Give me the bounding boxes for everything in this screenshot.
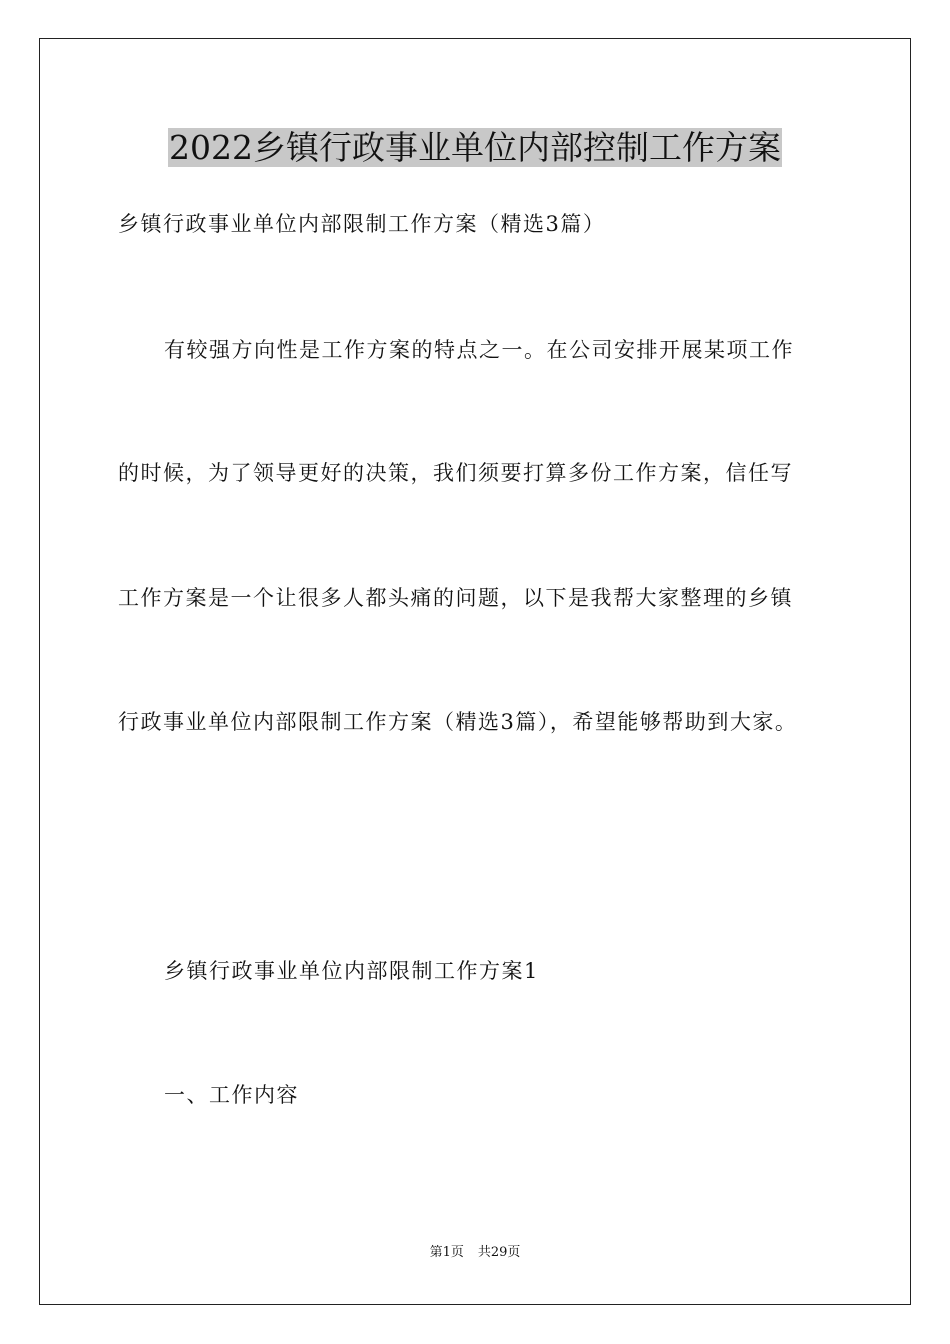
document-title <box>0 126 950 170</box>
intro-line-3: 工作方案是一个让很多人都头痛的问题，以下是我帮大家整理的乡镇 <box>118 586 793 610</box>
subsection-heading: 一、工作内容 <box>164 1083 299 1107</box>
intro-line-1: 有较强方向性是工作方案的特点之一。在公司安排开展某项工作 <box>164 338 794 362</box>
page-number-current: 第1页 <box>429 1245 464 1260</box>
document-title-text: 2022乡镇行政事业单位内部控制工作方案 <box>169 128 781 167</box>
page-number-total: 共29页 <box>477 1245 521 1260</box>
document-subtitle: 乡镇行政事业单位内部限制工作方案（精选3篇） <box>118 212 606 236</box>
page-footer <box>0 1244 950 1262</box>
intro-line-2: 的时候，为了领导更好的决策，我们须要打算多份工作方案，信任写 <box>118 461 793 485</box>
intro-line-4: 行政事业单位内部限制工作方案（精选3篇），希望能够帮助到大家。 <box>118 710 798 734</box>
section-heading: 乡镇行政事业单位内部限制工作方案1 <box>164 959 539 983</box>
